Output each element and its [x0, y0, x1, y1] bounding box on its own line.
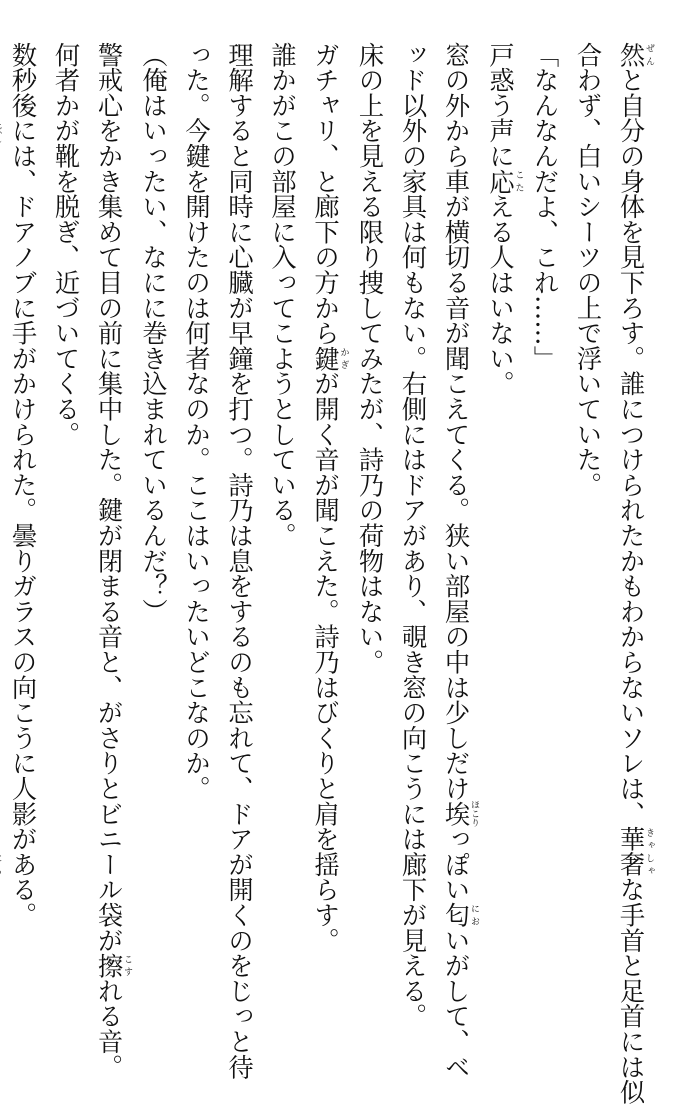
- text-line: [567, 42, 610, 942]
- text-line: [218, 42, 261, 1080]
- text-segment: いがして、ベ: [441, 927, 471, 1080]
- text-segment: 戸惑う声に: [486, 42, 515, 169]
- ruby-word: [486, 168, 524, 194]
- text-line: [45, 42, 88, 942]
- text-segment: 「なんなんだよ、これ……」: [530, 42, 560, 371]
- text-line: [304, 42, 349, 953]
- ruby-word: [441, 800, 479, 828]
- text-line: [175, 42, 218, 942]
- ruby-reading: [0, 852, 2, 877]
- text-line: [132, 42, 175, 942]
- text-segment: 合わず、白いシーツの上で浮いていた。: [573, 42, 603, 498]
- text-line: [479, 42, 524, 942]
- ruby-reading: [0, 117, 2, 144]
- ruby-base: 匂: [441, 902, 471, 928]
- text-line: [392, 42, 435, 1029]
- text-segment: 床の上を見える限り捜してみたが、詩乃の荷物はない。: [355, 42, 385, 675]
- ruby-reading: にお: [469, 902, 479, 928]
- text-segment: 数秒後には、ドアノブに手がかけられた。曇りガラスの向こうに人影がある。: [8, 42, 38, 928]
- text-segment: ガチャリ、と廊下の方から: [311, 42, 340, 346]
- text-segment: が開く音が聞こえた。詩乃はびくりと肩を揺らす。: [311, 370, 340, 953]
- ruby-reading: かぎ: [338, 345, 349, 371]
- ruby-reading: こす: [122, 952, 132, 979]
- ruby-word: [311, 345, 349, 371]
- text-segment: 警戒心をかき集めて目の前に集中した。鍵が閉まる音と、がさりとビニール袋が: [94, 42, 124, 953]
- text-segment: ッド以外の家具は何もない。右側にはドアがあり、覗き窓の向こうには廊下が見える。: [398, 42, 428, 1029]
- text-line: [524, 42, 567, 942]
- text-segment: っぽい: [441, 826, 471, 903]
- text-segment: える人はいない。: [486, 193, 515, 397]
- ruby-reading: きゃしゃ: [644, 826, 654, 877]
- ruby-word: [441, 902, 479, 928]
- ruby-word: [94, 952, 132, 979]
- text-segment: れる音。: [94, 978, 124, 1080]
- text-segment: 誰かがこの部屋に入ってこようとしている。: [268, 42, 297, 548]
- ruby-reading: ぜん: [644, 42, 654, 68]
- text-line: [610, 42, 655, 1105]
- ruby-base: 応: [486, 168, 515, 194]
- vertical-text-body: [8, 42, 654, 1105]
- ruby-reading: こた: [513, 168, 524, 194]
- text-segment: 何者かが靴を脱ぎ、近づいてくる。: [51, 42, 81, 447]
- text-segment: な手首と足首には似: [616, 876, 646, 1105]
- text-line: [349, 42, 392, 942]
- text-line: [435, 42, 480, 1080]
- text-segment: と自分の身体を見下ろす。誰につけられたかもわからないソレは、: [616, 67, 646, 827]
- ruby-base: 鍵: [311, 345, 340, 371]
- text-segment: 理解すると同時に心臓が早鐘を打つ。詩乃は息をするのも忘れて、ドアが開くのをじっと待: [225, 42, 254, 1080]
- ruby-word: [616, 826, 654, 877]
- text-line: [88, 42, 133, 1080]
- ruby-base: 擦: [94, 952, 124, 979]
- ruby-reading: ほこり: [469, 800, 479, 828]
- text-segment: った。今鍵を開けたのは何者なのか。ここはいったいどこなのか。: [182, 42, 211, 801]
- ruby-base: 華奢: [616, 826, 646, 877]
- text-line: [2, 42, 45, 942]
- text-segment: （俺はいったい、なにに巻き込まれているんだ？）: [139, 42, 168, 624]
- ruby-base: 埃: [441, 800, 471, 828]
- ruby-word: [616, 42, 654, 68]
- text-segment: 窓の外から車が横切る音が聞こえてくる。狭い部屋の中は少しだけ: [441, 42, 471, 801]
- text-line: [261, 42, 304, 942]
- ruby-base: 然: [616, 42, 646, 68]
